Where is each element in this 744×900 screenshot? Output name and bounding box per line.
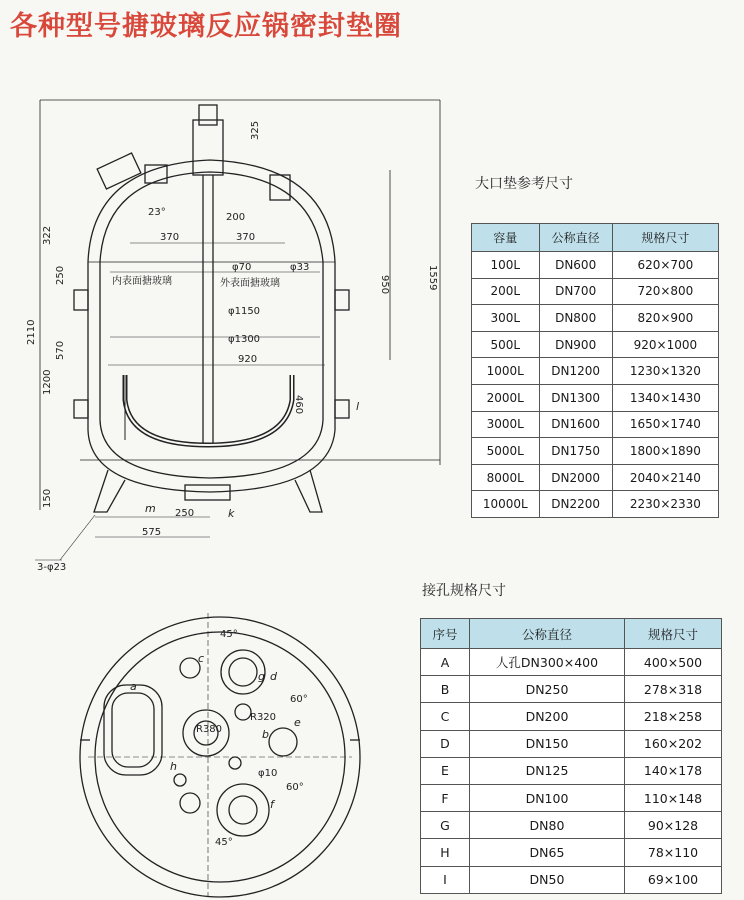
table-cell: 140×178 — [625, 757, 722, 784]
dim-phi1150: φ1150 — [228, 306, 261, 317]
table-row — [421, 839, 722, 866]
label-inner-glass: 内表面搪玻璃 — [112, 276, 172, 287]
table-cell: DN700 — [539, 278, 612, 305]
table-cell: 160×202 — [625, 730, 722, 757]
col-spec-size: 规格尺寸 — [625, 619, 722, 649]
table-cell: 2040×2140 — [612, 464, 718, 491]
table-row — [472, 438, 719, 465]
letter-b: b — [262, 728, 269, 741]
table-cell: 820×900 — [612, 305, 718, 332]
dim-250b: 250 — [175, 508, 195, 519]
dim-322: 322 — [42, 225, 53, 245]
table-cell: DN65 — [470, 839, 625, 866]
table-cell: 200L — [472, 278, 540, 305]
col-nominal-diameter: 公称直径 — [539, 224, 612, 252]
table-cell: DN250 — [470, 676, 625, 703]
table-cell: 69×100 — [625, 866, 722, 893]
table-cell: I — [421, 866, 470, 893]
dim-325: 325 — [250, 120, 261, 140]
col-spec-size: 规格尺寸 — [612, 224, 718, 252]
table-cell: DN800 — [539, 305, 612, 332]
table-cell: 10000L — [472, 491, 540, 518]
table-header-row — [472, 224, 719, 252]
table-row — [421, 866, 722, 893]
table-cell: DN1750 — [539, 438, 612, 465]
table-cell: 620×700 — [612, 252, 718, 279]
table-cell: E — [421, 757, 470, 784]
table-row — [472, 305, 719, 332]
table-cell: 2230×2330 — [612, 491, 718, 518]
table-row — [472, 278, 719, 305]
table-cell: B — [421, 676, 470, 703]
table-cell: DN600 — [539, 252, 612, 279]
letter-e: e — [294, 716, 301, 729]
dim-1200: 1200 — [42, 369, 53, 395]
dim-950: 950 — [379, 275, 390, 295]
col-capacity: 容量 — [472, 224, 540, 252]
letter-g: g — [258, 670, 265, 683]
letter-a: a — [130, 680, 137, 693]
table-cell: DN900 — [539, 331, 612, 358]
dim-920: 920 — [238, 354, 258, 365]
dim-R380: R380 — [196, 724, 223, 735]
port-size-table — [420, 618, 722, 894]
table-cell: 100L — [472, 252, 540, 279]
table-cell: 90×128 — [625, 812, 722, 839]
table-row — [421, 730, 722, 757]
dim-phi33: φ33 — [290, 262, 310, 273]
table-row — [421, 812, 722, 839]
letter-h: h — [170, 760, 177, 773]
table-cell: C — [421, 703, 470, 730]
dim-45b: 45° — [215, 837, 233, 848]
table-row — [472, 384, 719, 411]
col-serial: 序号 — [421, 619, 470, 649]
dim-575: 575 — [142, 527, 162, 538]
table-cell: 5000L — [472, 438, 540, 465]
dim-200: 200 — [226, 212, 246, 223]
table-cell: DN2000 — [539, 464, 612, 491]
col-nominal-diameter: 公称直径 — [470, 619, 625, 649]
gasket-size-table — [471, 223, 719, 518]
dim-3phi23: 3-φ23 — [37, 562, 67, 573]
table-row — [472, 358, 719, 385]
table-row — [421, 649, 722, 676]
table-cell: 300L — [472, 305, 540, 332]
dim-570: 570 — [55, 340, 66, 360]
dim-250: 250 — [55, 265, 66, 285]
table-cell: DN100 — [470, 784, 625, 811]
table-cell: DN50 — [470, 866, 625, 893]
table-row — [472, 252, 719, 279]
table-cell: 1800×1890 — [612, 438, 718, 465]
table-cell: A — [421, 649, 470, 676]
letter-l: l — [356, 400, 360, 413]
table-cell: DN2200 — [539, 491, 612, 518]
dim-1559: 1559 — [427, 265, 438, 291]
letter-f: f — [270, 798, 274, 811]
table1-caption: 大口垫参考尺寸 — [475, 176, 573, 192]
dim-45a: 45° — [220, 629, 238, 640]
table-cell: DN150 — [470, 730, 625, 757]
table-cell: 218×258 — [625, 703, 722, 730]
table-cell: DN1600 — [539, 411, 612, 438]
dim-2110: 2110 — [26, 319, 37, 345]
table-row — [472, 491, 719, 518]
table-row — [472, 464, 719, 491]
table-cell: DN1300 — [539, 384, 612, 411]
table-cell: DN200 — [470, 703, 625, 730]
table-cell: 2000L — [472, 384, 540, 411]
dim-60a: 60° — [290, 694, 308, 705]
dim-phi1300: φ1300 — [228, 334, 261, 345]
table-cell: 1650×1740 — [612, 411, 718, 438]
table-row — [421, 676, 722, 703]
table-cell: DN80 — [470, 812, 625, 839]
letter-d: d — [270, 670, 277, 683]
table-cell: 278×318 — [625, 676, 722, 703]
table-cell: DN125 — [470, 757, 625, 784]
table-row — [421, 703, 722, 730]
dim-60b: 60° — [286, 782, 304, 793]
table-cell: H — [421, 839, 470, 866]
table-cell: 78×110 — [625, 839, 722, 866]
table-cell: 8000L — [472, 464, 540, 491]
dim-460: 460 — [293, 395, 304, 415]
letter-m: m — [145, 502, 156, 515]
table-cell: 720×800 — [612, 278, 718, 305]
table-row — [472, 411, 719, 438]
dim-phi10: φ10 — [258, 768, 278, 779]
table-cell: 1230×1320 — [612, 358, 718, 385]
page-title: 各种型号搪玻璃反应锅密封垫圈 — [10, 11, 402, 42]
table-row — [421, 757, 722, 784]
dim-R320: R320 — [250, 712, 277, 723]
table-cell: 500L — [472, 331, 540, 358]
table-cell: 400×500 — [625, 649, 722, 676]
dim-phi70: φ70 — [232, 262, 252, 273]
table-cell: 110×148 — [625, 784, 722, 811]
table-cell: D — [421, 730, 470, 757]
letter-c: c — [198, 652, 205, 665]
label-outer-glass: 外表面搪玻璃 — [220, 278, 280, 289]
dim-370b: 370 — [236, 232, 256, 243]
table-cell: DN1200 — [539, 358, 612, 385]
table-cell: 人孔DN300×400 — [470, 649, 625, 676]
dim-370a: 370 — [160, 232, 180, 243]
table-cell: 1000L — [472, 358, 540, 385]
table-cell: 3000L — [472, 411, 540, 438]
dim-150: 150 — [42, 488, 53, 508]
table2-caption: 接孔规格尺寸 — [422, 583, 506, 599]
table-row — [472, 331, 719, 358]
table-cell: G — [421, 812, 470, 839]
dim-23deg: 23° — [148, 207, 166, 218]
table-cell: 1340×1430 — [612, 384, 718, 411]
table-header-row — [421, 619, 722, 649]
table-cell: F — [421, 784, 470, 811]
table-cell: 920×1000 — [612, 331, 718, 358]
letter-k: k — [228, 507, 235, 520]
table-row — [421, 784, 722, 811]
